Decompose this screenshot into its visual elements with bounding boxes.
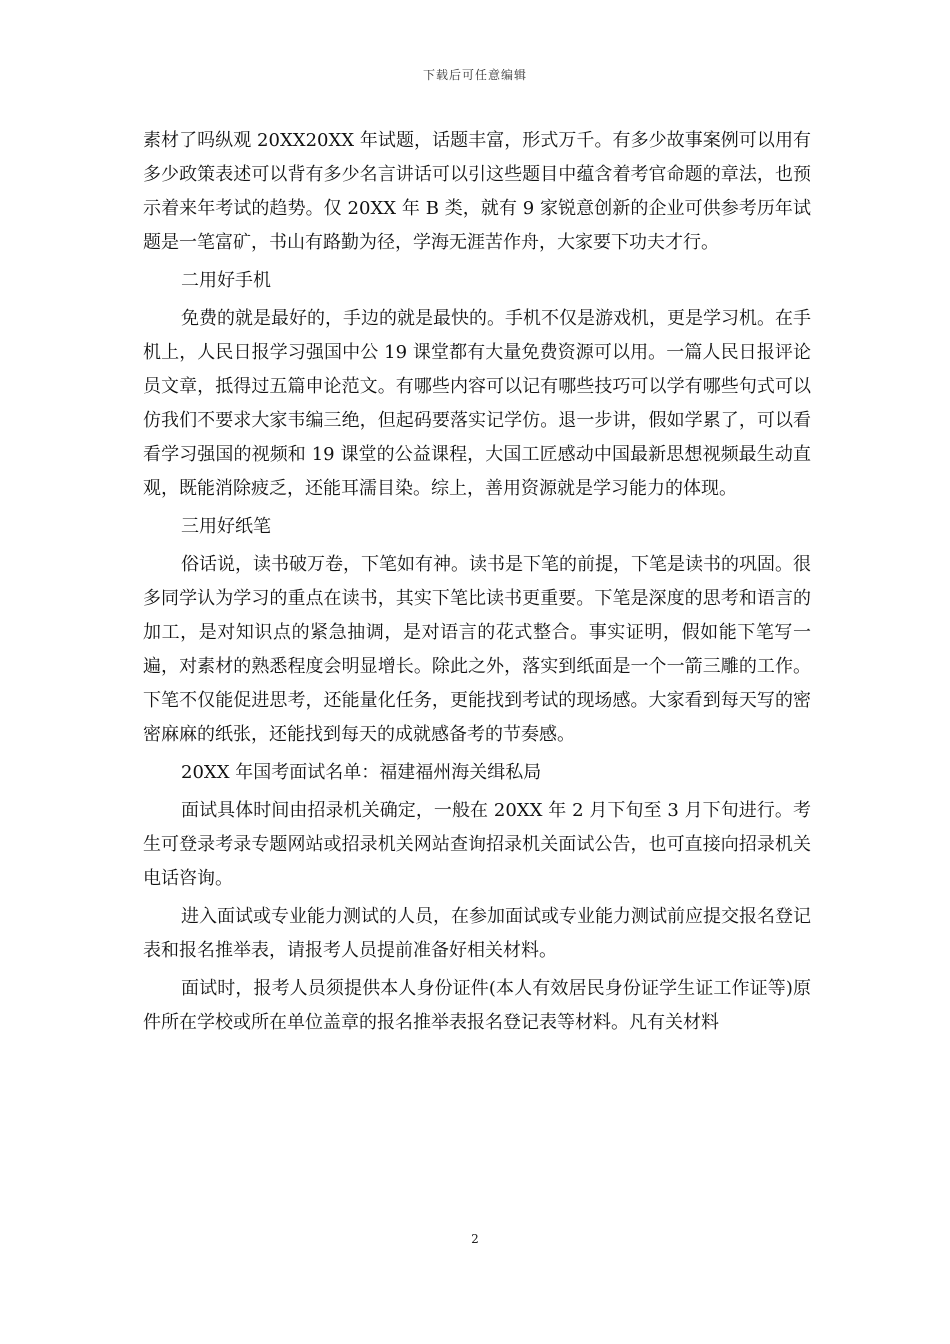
paragraph: 俗话说，读书破万卷，下笔如有神。读书是下笔的前提，下笔是读书的巩固。很多同学认为学习的重点在读书，其实下笔比读书更重要。下笔是深度的思考和语言的加工，是对知识点的紧急抽调，是对语言的花式整合。事实证明，假如能下笔写一遍，对素材的熟悉程度会明显增长。除此之外，落实到纸面是一个一箭三雕的工作。下笔不仅能促进思考，还能量化任务，更能找到考试的现场感。大家看到每天写的密密麻麻的纸张，还能找到每天的成就感备考的节奏感。 xyxy=(143,554,811,745)
paragraph: 免费的就是最好的，手边的就是最快的。手机不仅是游戏机，更是学习机。在手机上，人民日报学习强国中公 19 课堂都有大量免费资源可以用。一篇人民日报评论员文章，抵得过五篇申论范文。有哪些内容可以记有哪些技巧可以学有哪些句式可以仿我们不要求大家韦编三绝，但起码要落实记学仿。退一步讲，假如学累了，可以看看学习强国的视频和 19 课堂的公益课程，大国工匠感动中国最新思想视频最生动直观，既能消除疲乏，还能耳濡目染。综上，善用资源就是学习能力的体现。 xyxy=(143,308,811,499)
paragraph: 面试具体时间由招录机关确定，一般在 20XX 年 2 月下旬至 3 月下旬进行。考生可登录考录专题网站或招录机关网站查询招录机关面试公告，也可直接向招录机关电话咨询。 xyxy=(143,800,811,889)
paragraph: 进入面试或专业能力测试的人员，在参加面试或专业能力测试前应提交报名登记表和报名推举表，请报考人员提前准备好相关材料。 xyxy=(143,906,811,961)
section-heading: 二用好手机 xyxy=(181,270,271,291)
paragraph: 素材了吗纵观 20XX20XX 年试题，话题丰富，形式万千。有多少故事案例可以用有多少政策表述可以背有多少名言讲话可以引这些题目中蕴含着考官命题的章法，也预示着来年考试的趋势。仅 20XX 年 B 类，就有 9 家锐意创新的企业可供参考历年试题是一笔富矿，书山有路勤为径，学海无涯苦作舟，大家要下功夫才行。 xyxy=(143,130,811,253)
paragraph: 面试时，报考人员须提供本人身份证件(本人有效居民身份证学生证工作证等)原件所在学校或所在单位盖章的报名推举表报名登记表等材料。凡有关材料 xyxy=(143,978,811,1033)
page-header: 下载后可任意编辑 xyxy=(422,68,527,82)
document-body xyxy=(143,124,811,1044)
section-heading: 20XX 年国考面试名单：福建福州海关缉私局 xyxy=(181,762,542,783)
section-heading: 三用好纸笔 xyxy=(181,516,271,537)
page-number: 2 xyxy=(471,1232,479,1246)
